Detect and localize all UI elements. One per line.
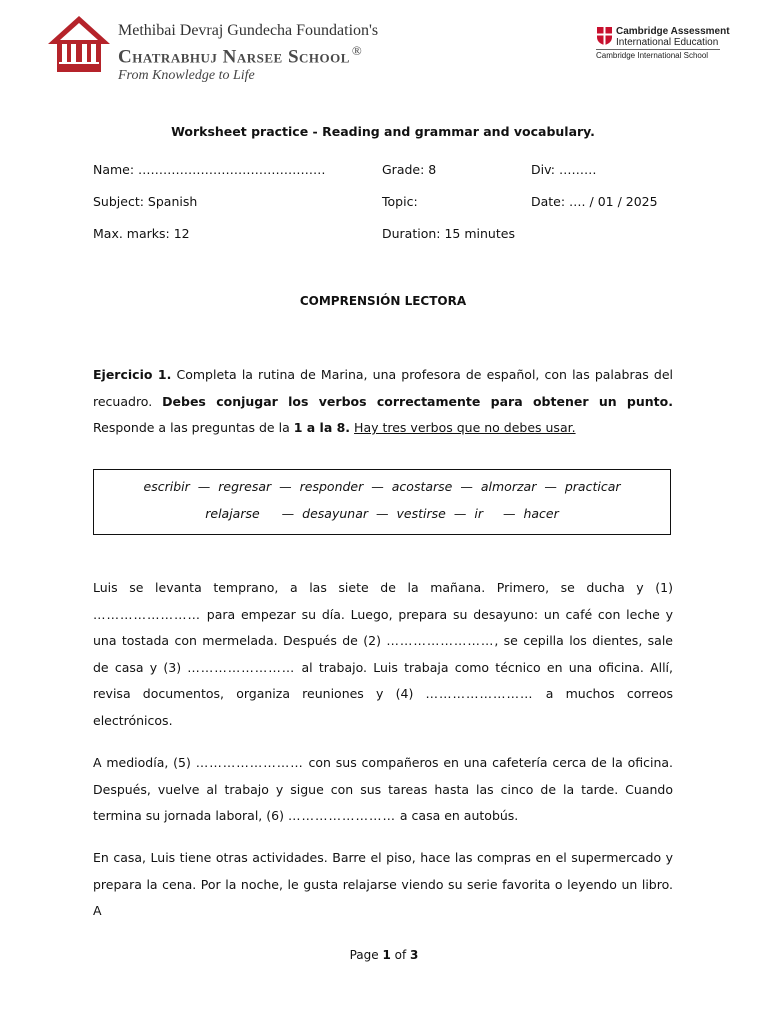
word-item: responder — [299, 479, 364, 494]
info-row-3 — [93, 226, 683, 244]
section-title: COMPRENSIÓN LECTORA — [299, 294, 467, 308]
reading-text: a casa en autobús. — [395, 808, 519, 823]
word-box-row-1 — [94, 479, 670, 494]
word-separator: — — [371, 479, 384, 494]
exercise-text-1: Completa la rutina de Marina, una profesora de español, con las palabras del recuadro. — [93, 367, 673, 409]
cambridge-line-2: International Education — [616, 37, 719, 48]
school-name-text: Chatrabhuj Narsee School — [118, 46, 350, 68]
page-label: Page — [349, 948, 383, 962]
word-item: hacer — [523, 506, 559, 521]
current-page-number: 1 — [382, 948, 391, 962]
answer-blank-3: …………………… — [187, 659, 296, 675]
exercise-instructions — [93, 362, 673, 442]
div-field: Div: ……… — [531, 162, 597, 177]
word-item: ir — [474, 506, 483, 521]
school-name — [118, 40, 378, 68]
duration-field: Duration: 15 minutes — [382, 226, 515, 241]
date-field: Date: …. / 01 / 2025 — [531, 194, 658, 209]
word-item: practicar — [564, 479, 621, 494]
reading-text: al trabajo. Luis trabaja como técnico en una oficina. Allí, revisa documentos, organiza reuniones y (4) — [93, 659, 674, 701]
word-separator: — — [460, 479, 473, 494]
worksheet-title: Worksheet practice - Reading and grammar and vocabulary. — [171, 124, 595, 139]
school-tagline: From Knowledge to Life — [118, 68, 255, 84]
page-footer — [0, 948, 768, 962]
word-separator: — — [279, 479, 292, 494]
school-logo-icon — [46, 14, 112, 76]
word-item: relajarse — [205, 506, 260, 521]
answer-blank-4: …………………… — [425, 686, 534, 701]
foundation-name: Methibai Devraj Gundecha Foundation's — [118, 22, 379, 39]
answer-blank-6: …………………… — [287, 808, 396, 823]
answer-blank-1: …………………… — [93, 606, 201, 622]
word-separator: — — [502, 506, 516, 521]
grade-field: Grade: 8 — [382, 162, 437, 177]
school-identity — [118, 22, 378, 84]
word-separator: — — [453, 506, 467, 521]
reading-text: a muchos correos electrónicos. — [93, 686, 673, 728]
exercise-range: 1 a la 8. — [293, 420, 351, 435]
exercise-text-2: Responde a las preguntas de la — [93, 420, 294, 435]
info-row-2 — [93, 194, 683, 212]
word-separator: — — [544, 479, 557, 494]
name-field: Name: ……………………………………… — [93, 162, 326, 177]
cambridge-text — [616, 26, 730, 48]
reading-text: Luis se levanta temprano, a las siete de la mañana. Primero, se ducha y (1) — [93, 580, 673, 595]
subject-field: Subject: Spanish — [93, 194, 198, 209]
reading-text: con sus compañeros en una cafetería cerca de la oficina. Después, vuelve al trabajo y sigue con sus tareas hasta las cinco de la tarde. Cuando termina su jornada laboral, (6) — [93, 755, 673, 823]
word-separator: — — [281, 506, 295, 521]
registered-mark: ® — [351, 43, 363, 58]
exercise-bold-instruction: Debes conjugar los verbos correctamente para obtener un punto. — [162, 393, 673, 409]
answer-blank-2: …………………… — [386, 633, 495, 648]
word-item: vestirse — [396, 506, 446, 521]
answer-blank-5: …………………… — [195, 755, 304, 770]
reading-text: A mediodía, (5) — [93, 755, 196, 770]
word-item: acostarse — [391, 479, 453, 494]
word-box — [93, 469, 671, 535]
word-box-row-2 — [94, 506, 670, 521]
cambridge-divider — [596, 49, 720, 50]
reading-paragraph-3: En casa, Luis tiene otras actividades. Barre el piso, hace las compras en el supermercado y prepara la cena. Por la noche, le gusta relajarse viendo su serie favorita o leyendo un libro. A — [93, 850, 673, 918]
page-header — [0, 0, 768, 90]
info-row-1 — [93, 162, 683, 180]
cambridge-line-1: Cambridge Assessment — [616, 26, 730, 37]
reading-text: , se cepilla los dientes, sale de casa y (3) — [93, 633, 673, 675]
reading-paragraph-2 — [93, 750, 673, 830]
total-pages-number: 3 — [410, 948, 419, 962]
reading-paragraph-1 — [93, 575, 673, 734]
cambridge-line-3: Cambridge International School — [596, 51, 709, 60]
cambridge-crest-icon — [596, 26, 613, 46]
reading-text: para empezar su día. Luego, prepara su desayuno: un café con leche y una tostada con mermelada. Después de (2) — [93, 606, 673, 648]
topic-field: Topic: — [382, 194, 418, 209]
word-item: desayunar — [302, 506, 369, 521]
exercise-label: Ejercicio 1. — [93, 367, 172, 382]
exercise-underlined-note: Hay tres verbos que no debes usar. — [354, 420, 576, 435]
max-marks-field: Max. marks: 12 — [93, 226, 190, 241]
page-of-label: of — [390, 948, 411, 962]
word-item: escribir — [143, 479, 190, 494]
word-separator: — — [376, 506, 389, 521]
word-separator: — — [197, 479, 211, 494]
word-item: regresar — [218, 479, 272, 494]
word-item: almorzar — [480, 479, 537, 494]
